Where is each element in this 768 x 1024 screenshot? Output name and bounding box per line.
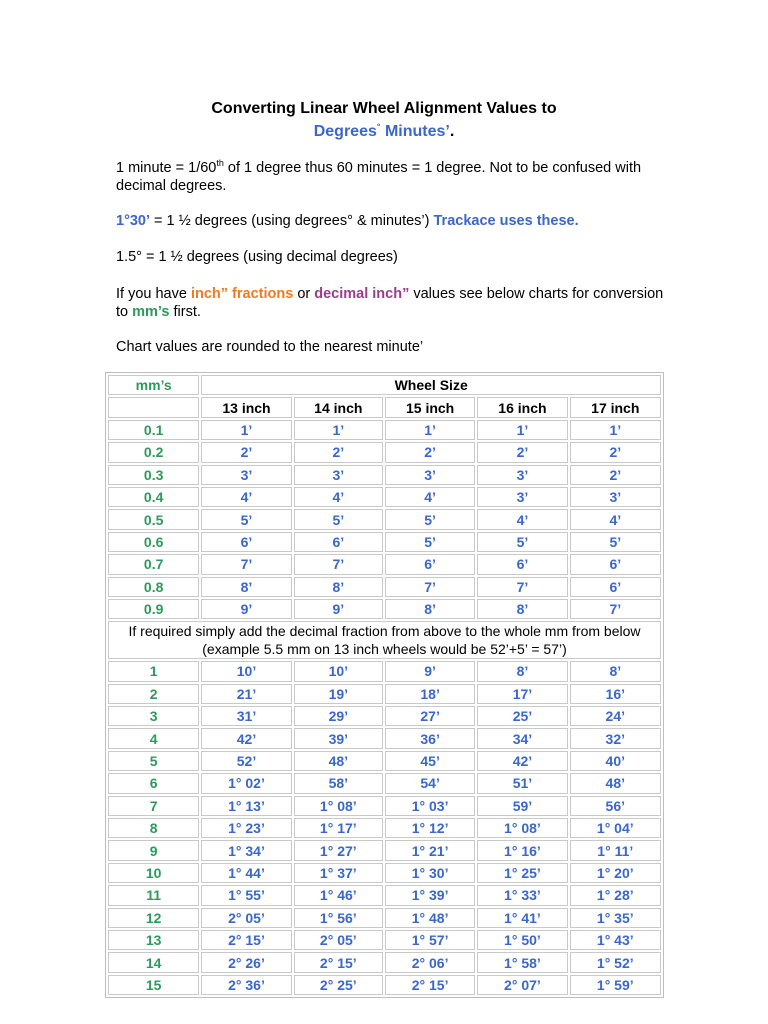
angle-value-cell: 2° 26’ bbox=[201, 952, 291, 972]
angle-value-cell: 34’ bbox=[477, 728, 567, 748]
angle-value-cell: 1° 04’ bbox=[570, 818, 661, 838]
angle-value-cell: 1° 30’ bbox=[385, 863, 475, 883]
angle-value-cell: 2° 05’ bbox=[201, 908, 291, 928]
angle-value-cell: 6’ bbox=[570, 554, 661, 574]
angle-value-cell: 48’ bbox=[294, 751, 383, 771]
empty-header-cell bbox=[108, 397, 199, 417]
angle-value-cell: 29’ bbox=[294, 706, 383, 726]
angle-value-cell: 16’ bbox=[570, 684, 661, 704]
mm-value-cell: 14 bbox=[108, 952, 199, 972]
angle-value-cell: 1° 23’ bbox=[201, 818, 291, 838]
angle-value-cell: 5’ bbox=[201, 509, 291, 529]
angle-value-cell: 5’ bbox=[385, 532, 475, 552]
wheel-size-header: Wheel Size bbox=[201, 375, 661, 395]
mm-value-cell: 0.7 bbox=[108, 554, 199, 574]
angle-value-cell: 3’ bbox=[201, 465, 291, 485]
mm-value-cell: 0.4 bbox=[108, 487, 199, 507]
angle-value-cell: 17’ bbox=[477, 684, 567, 704]
p1-superscript: th bbox=[216, 158, 224, 169]
angle-value-cell: 3’ bbox=[385, 465, 475, 485]
angle-value-cell: 7’ bbox=[385, 577, 475, 597]
mm-value-cell: 0.8 bbox=[108, 577, 199, 597]
angle-value-cell: 1° 03’ bbox=[385, 796, 475, 816]
angle-value-cell: 19’ bbox=[294, 684, 383, 704]
angle-value-cell: 3’ bbox=[477, 465, 567, 485]
angle-value-cell: 1’ bbox=[201, 420, 291, 440]
title-period: . bbox=[449, 123, 455, 140]
angle-value-cell: 52’ bbox=[201, 751, 291, 771]
angle-value-cell: 1° 57’ bbox=[385, 930, 475, 950]
table-row bbox=[108, 684, 661, 704]
angle-value-cell: 9’ bbox=[385, 661, 475, 681]
angle-value-cell: 7’ bbox=[570, 599, 661, 619]
angle-value-cell: 25’ bbox=[477, 706, 567, 726]
table-row bbox=[108, 442, 661, 462]
angle-value-cell: 2’ bbox=[570, 465, 661, 485]
angle-value-cell: 2° 06’ bbox=[385, 952, 475, 972]
size-header: 13 inch bbox=[201, 397, 291, 417]
mm-value-cell: 0.1 bbox=[108, 420, 199, 440]
paragraph-decimal-degrees: 1.5° = 1 ½ degrees (using decimal degrees) bbox=[116, 249, 398, 265]
angle-value-cell: 2° 15’ bbox=[294, 952, 383, 972]
paragraph-degrees-minutes bbox=[116, 212, 676, 230]
table-row bbox=[108, 599, 661, 619]
angle-value-cell: 6’ bbox=[385, 554, 475, 574]
angle-value-cell: 18’ bbox=[385, 684, 475, 704]
angle-value-cell: 1° 11’ bbox=[570, 840, 661, 860]
angle-value-cell: 48’ bbox=[570, 773, 661, 793]
angle-value-cell: 1° 50’ bbox=[477, 930, 567, 950]
angle-value-cell: 4’ bbox=[477, 509, 567, 529]
angle-value-cell: 8’ bbox=[477, 661, 567, 681]
p4-mms: mm’s bbox=[132, 304, 170, 320]
p4-text-c: first. bbox=[169, 304, 201, 320]
angle-value-cell: 36’ bbox=[385, 728, 475, 748]
p4-text-b: values see below charts for conversion to bbox=[116, 286, 664, 320]
angle-value-cell: 1° 25’ bbox=[477, 863, 567, 883]
angle-value-cell: 45’ bbox=[385, 751, 475, 771]
mm-value-cell: 2 bbox=[108, 684, 199, 704]
angle-value-cell: 4’ bbox=[294, 487, 383, 507]
angle-value-cell: 4’ bbox=[570, 509, 661, 529]
angle-value-cell: 21’ bbox=[201, 684, 291, 704]
angle-value-cell: 1° 48’ bbox=[385, 908, 475, 928]
angle-value-cell: 1° 34’ bbox=[201, 840, 291, 860]
table-header-row-1 bbox=[108, 375, 661, 395]
angle-value-cell: 6’ bbox=[294, 532, 383, 552]
angle-value-cell: 3’ bbox=[477, 487, 567, 507]
p2-trackace-note: Trackace uses these. bbox=[433, 213, 579, 229]
angle-value-cell: 7’ bbox=[201, 554, 291, 574]
table-row bbox=[108, 728, 661, 748]
angle-value-cell: 2° 36’ bbox=[201, 975, 291, 995]
mm-value-cell: 10 bbox=[108, 863, 199, 883]
p2-example: 1°30’ bbox=[116, 213, 151, 229]
mm-value-cell: 8 bbox=[108, 818, 199, 838]
table-row bbox=[108, 863, 661, 883]
mm-value-cell: 15 bbox=[108, 975, 199, 995]
size-header: 17 inch bbox=[570, 397, 661, 417]
angle-value-cell: 8’ bbox=[385, 599, 475, 619]
mm-value-cell: 6 bbox=[108, 773, 199, 793]
angle-value-cell: 10’ bbox=[201, 661, 291, 681]
angle-value-cell: 6’ bbox=[477, 554, 567, 574]
angle-value-cell: 1° 28’ bbox=[570, 885, 661, 905]
mm-value-cell: 0.6 bbox=[108, 532, 199, 552]
p4-decimal-inch: decimal inch” bbox=[314, 286, 410, 302]
angle-value-cell: 40’ bbox=[570, 751, 661, 771]
paragraph-rounding-note: Chart values are rounded to the nearest minute’ bbox=[116, 339, 424, 355]
paragraph-minute-definition bbox=[116, 159, 676, 195]
angle-value-cell: 8’ bbox=[477, 599, 567, 619]
angle-value-cell: 1° 27’ bbox=[294, 840, 383, 860]
angle-value-cell: 7’ bbox=[294, 554, 383, 574]
paragraph-conversion-note bbox=[116, 285, 676, 321]
angle-value-cell: 1° 02’ bbox=[201, 773, 291, 793]
angle-value-cell: 1° 46’ bbox=[294, 885, 383, 905]
title-line-2 bbox=[0, 123, 768, 141]
angle-value-cell: 9’ bbox=[294, 599, 383, 619]
mm-value-cell: 9 bbox=[108, 840, 199, 860]
angle-value-cell: 1° 16’ bbox=[477, 840, 567, 860]
p1-text-b: of 1 degree thus 60 minutes = 1 degree. Not to be confused with decimal degrees. bbox=[116, 160, 642, 194]
angle-value-cell: 6’ bbox=[570, 577, 661, 597]
angle-value-cell: 8’ bbox=[294, 577, 383, 597]
table-row bbox=[108, 952, 661, 972]
angle-value-cell: 54’ bbox=[385, 773, 475, 793]
angle-value-cell: 42’ bbox=[201, 728, 291, 748]
p2-text: = 1 ½ degrees (using degrees° & minutes’) bbox=[150, 213, 434, 229]
table-row bbox=[108, 577, 661, 597]
table-row bbox=[108, 975, 661, 995]
angle-value-cell: 51’ bbox=[477, 773, 567, 793]
p4-or: or bbox=[293, 286, 315, 302]
angle-value-cell: 5’ bbox=[477, 532, 567, 552]
table-row bbox=[108, 773, 661, 793]
angle-value-cell: 1’ bbox=[294, 420, 383, 440]
table-header-row-2 bbox=[108, 397, 661, 417]
angle-value-cell: 31’ bbox=[201, 706, 291, 726]
table-row bbox=[108, 420, 661, 440]
angle-value-cell: 2’ bbox=[201, 442, 291, 462]
table-row bbox=[108, 885, 661, 905]
angle-value-cell: 1’ bbox=[570, 420, 661, 440]
mm-value-cell: 0.5 bbox=[108, 509, 199, 529]
table-row bbox=[108, 840, 661, 860]
mm-value-cell: 7 bbox=[108, 796, 199, 816]
title-degrees: Degrees bbox=[313, 123, 377, 140]
angle-value-cell: 24’ bbox=[570, 706, 661, 726]
angle-value-cell: 1° 12’ bbox=[385, 818, 475, 838]
p1-text-a: 1 minute = 1/60 bbox=[116, 160, 217, 176]
angle-value-cell: 3’ bbox=[294, 465, 383, 485]
mm-header: mm’s bbox=[108, 375, 199, 395]
size-header: 15 inch bbox=[385, 397, 475, 417]
angle-value-cell: 2’ bbox=[294, 442, 383, 462]
angle-value-cell: 9’ bbox=[201, 599, 291, 619]
mm-value-cell: 0.3 bbox=[108, 465, 199, 485]
angle-value-cell: 59’ bbox=[477, 796, 567, 816]
angle-value-cell: 2’ bbox=[385, 442, 475, 462]
angle-value-cell: 1° 39’ bbox=[385, 885, 475, 905]
angle-value-cell: 2° 25’ bbox=[294, 975, 383, 995]
angle-value-cell: 42’ bbox=[477, 751, 567, 771]
angle-value-cell: 1° 35’ bbox=[570, 908, 661, 928]
table-row bbox=[108, 465, 661, 485]
angle-value-cell: 8’ bbox=[570, 661, 661, 681]
angle-value-cell: 56’ bbox=[570, 796, 661, 816]
angle-value-cell: 32’ bbox=[570, 728, 661, 748]
angle-value-cell: 1° 52’ bbox=[570, 952, 661, 972]
title-minutes: Minutes’ bbox=[384, 123, 450, 140]
angle-value-cell: 1° 56’ bbox=[294, 908, 383, 928]
conversion-table bbox=[105, 372, 664, 998]
p4-inch-fractions: inch” fractions bbox=[190, 286, 294, 302]
angle-value-cell: 10’ bbox=[294, 661, 383, 681]
mm-value-cell: 12 bbox=[108, 908, 199, 928]
mm-value-cell: 0.9 bbox=[108, 599, 199, 619]
angle-value-cell: 1° 08’ bbox=[294, 796, 383, 816]
angle-value-cell: 6’ bbox=[201, 532, 291, 552]
table-row bbox=[108, 796, 661, 816]
angle-value-cell: 4’ bbox=[201, 487, 291, 507]
angle-value-cell: 1’ bbox=[385, 420, 475, 440]
angle-value-cell: 39’ bbox=[294, 728, 383, 748]
mm-value-cell: 11 bbox=[108, 885, 199, 905]
angle-value-cell: 8’ bbox=[201, 577, 291, 597]
table-row bbox=[108, 554, 661, 574]
angle-value-cell: 5’ bbox=[385, 509, 475, 529]
table-row bbox=[108, 509, 661, 529]
angle-value-cell: 1° 17’ bbox=[294, 818, 383, 838]
table-row bbox=[108, 661, 661, 681]
table-note-row bbox=[108, 621, 661, 659]
angle-value-cell: 2’ bbox=[570, 442, 661, 462]
angle-value-cell: 1° 58’ bbox=[477, 952, 567, 972]
angle-value-cell: 2° 05’ bbox=[294, 930, 383, 950]
table-row bbox=[108, 751, 661, 771]
mm-value-cell: 13 bbox=[108, 930, 199, 950]
angle-value-cell: 58’ bbox=[294, 773, 383, 793]
mm-value-cell: 3 bbox=[108, 706, 199, 726]
angle-value-cell: 1° 55’ bbox=[201, 885, 291, 905]
angle-value-cell: 2° 15’ bbox=[201, 930, 291, 950]
angle-value-cell: 1° 41’ bbox=[477, 908, 567, 928]
title-degree-symbol: ° bbox=[376, 121, 381, 132]
mm-value-cell: 1 bbox=[108, 661, 199, 681]
angle-value-cell: 3’ bbox=[570, 487, 661, 507]
angle-value-cell: 1° 59’ bbox=[570, 975, 661, 995]
title-line-1: Converting Linear Wheel Alignment Values to bbox=[211, 100, 557, 117]
p4-text-a: If you have bbox=[116, 286, 191, 302]
angle-value-cell: 1° 44’ bbox=[201, 863, 291, 883]
angle-value-cell: 1° 20’ bbox=[570, 863, 661, 883]
angle-value-cell: 7’ bbox=[477, 577, 567, 597]
table-note: If required simply add the decimal fraction from above to the whole mm from below (example 5.5 mm on 13 inch wheels would be 52’+5’ = 57’) bbox=[108, 621, 661, 659]
angle-value-cell: 1° 13’ bbox=[201, 796, 291, 816]
angle-value-cell: 1° 08’ bbox=[477, 818, 567, 838]
angle-value-cell: 1° 21’ bbox=[385, 840, 475, 860]
angle-value-cell: 1° 33’ bbox=[477, 885, 567, 905]
size-header: 16 inch bbox=[477, 397, 567, 417]
angle-value-cell: 2° 15’ bbox=[385, 975, 475, 995]
angle-value-cell: 2° 07’ bbox=[477, 975, 567, 995]
angle-value-cell: 2’ bbox=[477, 442, 567, 462]
angle-value-cell: 27’ bbox=[385, 706, 475, 726]
table-row bbox=[108, 706, 661, 726]
angle-value-cell: 1° 37’ bbox=[294, 863, 383, 883]
angle-value-cell: 4’ bbox=[385, 487, 475, 507]
table-row bbox=[108, 930, 661, 950]
angle-value-cell: 1° 43’ bbox=[570, 930, 661, 950]
size-header: 14 inch bbox=[294, 397, 383, 417]
mm-value-cell: 4 bbox=[108, 728, 199, 748]
table-row bbox=[108, 908, 661, 928]
angle-value-cell: 1’ bbox=[477, 420, 567, 440]
table-row bbox=[108, 487, 661, 507]
table-row bbox=[108, 532, 661, 552]
angle-value-cell: 5’ bbox=[294, 509, 383, 529]
mm-value-cell: 5 bbox=[108, 751, 199, 771]
mm-value-cell: 0.2 bbox=[108, 442, 199, 462]
table-row bbox=[108, 818, 661, 838]
angle-value-cell: 5’ bbox=[570, 532, 661, 552]
